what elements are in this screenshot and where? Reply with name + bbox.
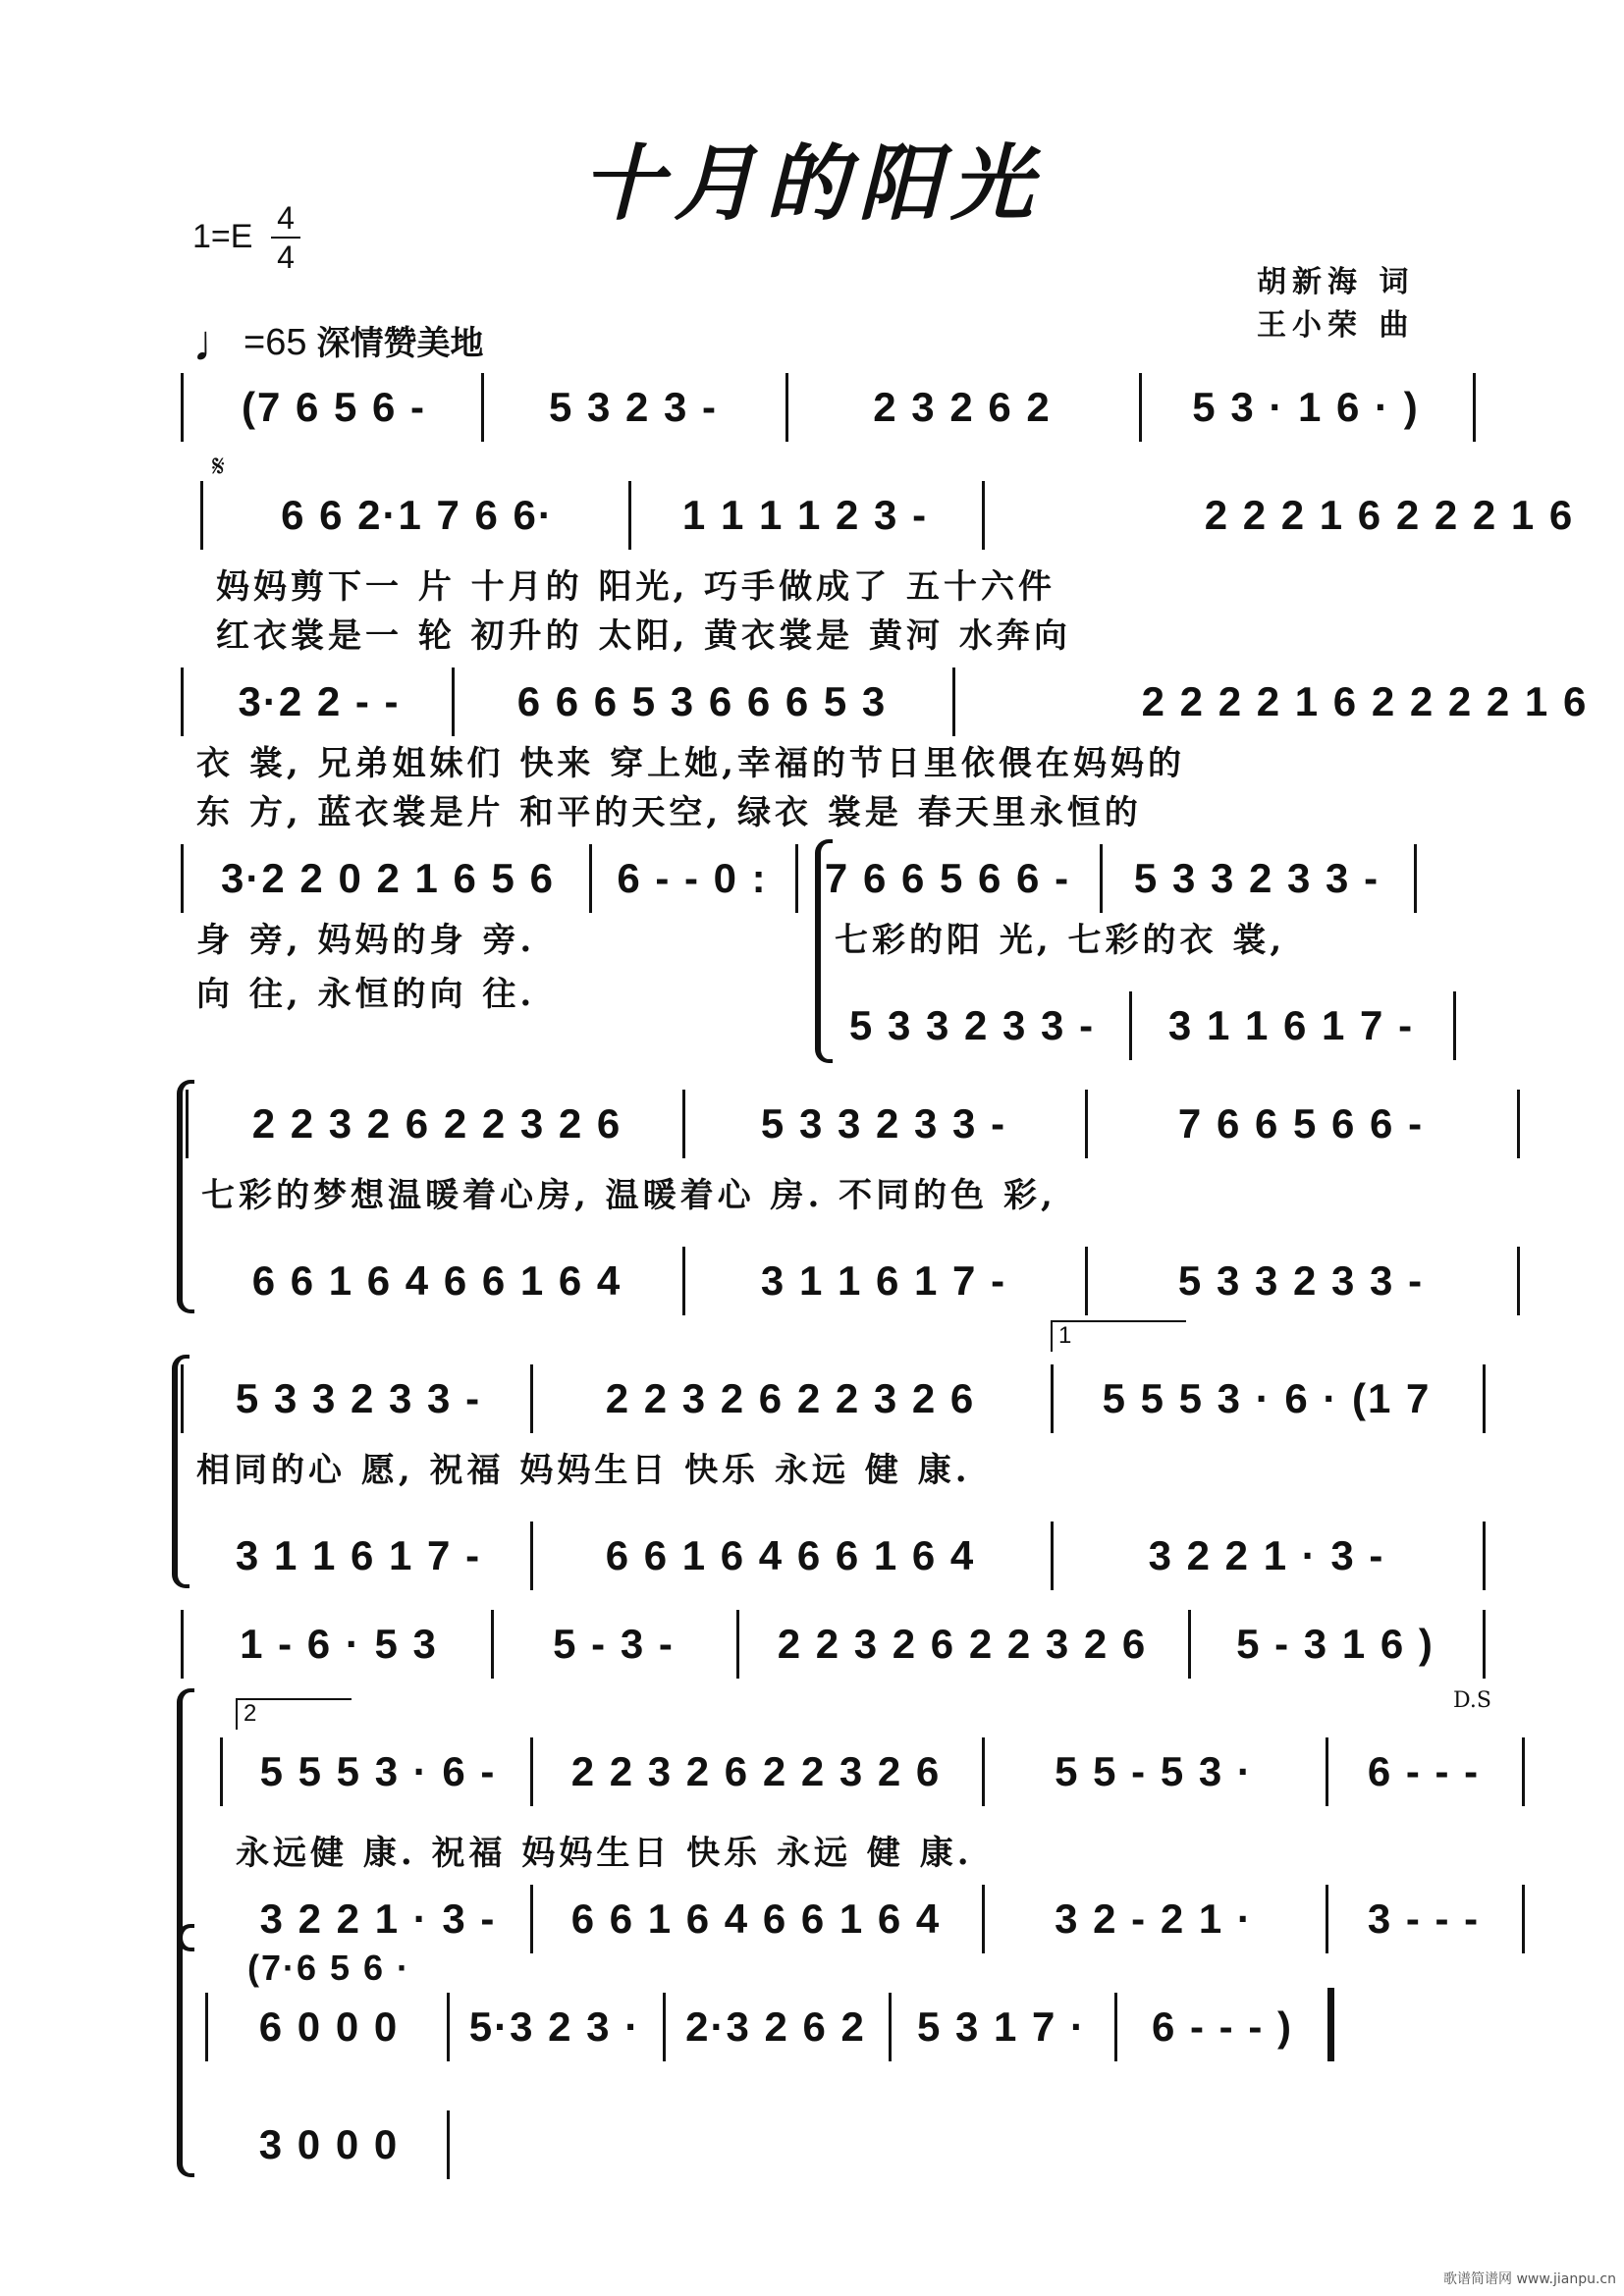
measure: 1 - 6 · 5 3 — [240, 1621, 438, 1667]
measure: 5 - 3 1 6 ) — [1236, 1621, 1435, 1667]
lyrics-line — [0, 1443, 1624, 1492]
barline — [1414, 844, 1417, 913]
measure: 6 6 6 5 3 6 6 6 5 3 — [516, 678, 888, 724]
volta-bracket: 2 — [236, 1698, 352, 1730]
lyric-text: 向 往, 永恒的向 往. — [196, 975, 536, 1014]
barline — [447, 2110, 450, 2179]
system-brace — [177, 1688, 194, 1951]
system-brace — [177, 1080, 194, 1313]
ds-marking: D.S — [1453, 1688, 1491, 1713]
melody-row — [0, 1993, 1624, 2061]
measure: 7 6 6 5 6 6 - — [824, 855, 1071, 901]
measure: 3 0 0 0 — [258, 2121, 400, 2167]
lyrics-line — [0, 1826, 1624, 1875]
lyric-text: 身 旁, 妈妈的身 旁. — [196, 921, 536, 960]
barline — [1483, 1522, 1486, 1590]
measure: 5 - 3 - — [553, 1621, 675, 1667]
barline — [181, 667, 184, 736]
measure: 2·3 2 6 2 — [685, 2003, 866, 2050]
barline — [1522, 1737, 1525, 1806]
measure: 5 3 3 2 3 3 - — [235, 1375, 482, 1421]
time-signature-top: 4 — [277, 200, 295, 236]
measure: 5 5 - 5 3 · — [1055, 1748, 1253, 1794]
lyric-text: 红衣裳是一 轮 初升的 太阳, 黄衣裳是 黄河 水奔向 — [216, 616, 1071, 656]
measure: 1 1 1 1 2 3 - — [681, 492, 929, 538]
watermark: 歌谱简谱网 www.jianpu.cn — [1443, 2271, 1616, 2287]
barline — [1517, 1090, 1520, 1158]
measure: 2 2 2 1 6 2 2 2 1 6 — [1204, 492, 1575, 538]
lyric-text: 七彩的梦想温暖着心房, 温暖着心 房. 不同的色 彩, — [201, 1176, 1056, 1215]
harmony-row — [0, 1247, 1624, 1315]
time-signature-bottom: 4 — [277, 240, 295, 275]
measure: 3 2 2 1 · 3 - — [1148, 1532, 1385, 1578]
measure: 6 6 1 6 4 6 6 1 6 4 — [570, 1896, 942, 1942]
barline — [220, 1737, 223, 1806]
measure: 5 3 3 2 3 3 - — [1133, 855, 1380, 901]
measure: 3 1 1 6 1 7 - — [760, 1257, 1007, 1304]
harmony-row — [0, 2110, 1624, 2179]
melody-row — [0, 1364, 1624, 1433]
lyric-text: 永远健 康. 祝福 妈妈生日 快乐 永远 健 康. — [236, 1834, 973, 1873]
lyrics-line — [0, 1168, 1624, 1217]
measure: 6 6 2·1 7 6 6· — [281, 492, 554, 538]
measure: 6 - - - — [1367, 1748, 1481, 1794]
expression-marking: 深情赞美地 — [316, 324, 484, 363]
measure: 5 3 · 1 6 · ) — [1192, 384, 1420, 430]
melody-row — [0, 844, 1624, 913]
measure: 6 6 1 6 4 6 6 1 6 4 — [605, 1532, 976, 1578]
measure: 3 1 1 6 1 7 - — [235, 1532, 482, 1578]
measure: 5 3 3 2 3 3 - — [760, 1100, 1007, 1147]
quarter-note-icon: ♩ — [192, 315, 244, 372]
measure: 2 2 3 2 6 2 2 3 2 6 — [605, 1375, 976, 1421]
measure: 5 3 2 3 - — [548, 384, 719, 430]
measure: 5 5 5 3 · 6 · (1 7 — [1102, 1375, 1432, 1421]
measure: 2 2 2 2 1 6 2 2 2 2 1 6 — [1141, 678, 1589, 724]
time-signature — [271, 200, 300, 275]
measure: 5 3 3 2 3 3 - — [1177, 1257, 1425, 1304]
composer-credit: 王小荣 曲 — [1257, 308, 1415, 343]
measure: 6 - - 0 : — [617, 855, 768, 901]
barline — [181, 1610, 184, 1679]
measure: 2 2 3 2 6 2 2 3 2 6 — [251, 1100, 623, 1147]
harmony-row — [0, 991, 1624, 1060]
chorus-brace — [815, 839, 833, 1063]
lyricist-credit: 胡新海 词 — [1257, 265, 1415, 299]
measure: (7 6 5 6 - — [241, 384, 427, 430]
segno-icon: 𝄋 — [212, 450, 225, 484]
measure: 6 - - - ) — [1152, 2003, 1293, 2050]
measure: (7·6 5 6 · — [246, 1948, 411, 1988]
melody-row — [0, 1737, 1624, 1806]
barline — [200, 481, 203, 550]
melody-row — [0, 481, 1624, 550]
melody-row — [0, 1090, 1624, 1158]
final-barline — [1327, 1988, 1334, 2061]
tempo-value: =65 — [244, 322, 307, 363]
key-signature: 1=E — [192, 218, 253, 255]
measure: 3·2 2 0 2 1 6 5 6 — [221, 855, 555, 901]
lyrics-line — [0, 736, 1624, 785]
measure: 6 6 1 6 4 6 6 1 6 4 — [251, 1257, 623, 1304]
barline — [1517, 1247, 1520, 1315]
measure: 3 1 1 6 1 7 - — [1167, 1002, 1415, 1048]
measure: 2 2 3 2 6 2 2 3 2 6 — [777, 1621, 1148, 1667]
lyric-text: 东 方, 蓝衣裳是片 和平的天空, 绿衣 裳是 春天里永恒的 — [196, 793, 1142, 832]
barline — [1453, 991, 1456, 1060]
melody-row — [0, 667, 1624, 736]
volta-bracket: 1 — [1051, 1320, 1186, 1352]
lyric-text: 衣 裳, 兄弟姐妹们 快来 穿上她,幸福的节日里依偎在妈妈的 — [196, 744, 1186, 783]
lyrics-line — [0, 913, 1624, 962]
song-title: 十月的阳光 — [580, 134, 1043, 232]
melody-row — [0, 1610, 1624, 1679]
lyrics-line — [0, 785, 1624, 834]
barline — [1483, 1364, 1486, 1433]
melody-row — [0, 373, 1624, 442]
upper-voice-row — [0, 1944, 1624, 1993]
measure: 2 3 2 6 2 — [873, 384, 1052, 430]
barline — [1473, 373, 1476, 442]
barline — [181, 844, 184, 913]
measure: 3 - - - — [1367, 1896, 1481, 1942]
lyric-text: 七彩的阳 光, 七彩的衣 裳, — [835, 921, 1286, 960]
measure: 6 0 0 0 — [258, 2003, 400, 2050]
lyric-text: 相同的心 愿, 祝福 妈妈生日 快乐 永远 健 康. — [196, 1451, 971, 1490]
harmony-row — [0, 1522, 1624, 1590]
measure: 3 2 2 1 · 3 - — [259, 1896, 497, 1942]
barline — [1483, 1610, 1486, 1679]
lyric-text: 妈妈剪下一 片 十月的 阳光, 巧手做成了 五十六件 — [216, 567, 1056, 607]
measure: 7 6 6 5 6 6 - — [1177, 1100, 1425, 1147]
measure: 3·2 2 - - — [238, 678, 401, 724]
measure: 5 3 3 2 3 3 - — [848, 1002, 1096, 1048]
measure: 3 2 - 2 1 · — [1055, 1896, 1253, 1942]
barline — [181, 373, 184, 442]
barline — [205, 1993, 208, 2061]
lyrics-line — [0, 560, 1624, 609]
system-brace — [177, 1924, 194, 2177]
measure: 5 5 5 3 · 6 - — [259, 1748, 497, 1794]
measure: 2 2 3 2 6 2 2 3 2 6 — [570, 1748, 942, 1794]
measure: 5·3 2 3 · — [468, 2003, 641, 2050]
tempo-marking — [192, 314, 483, 373]
lyrics-line — [0, 609, 1624, 658]
measure: 5 3 1 7 · — [916, 2003, 1087, 2050]
system-brace — [172, 1355, 189, 1588]
